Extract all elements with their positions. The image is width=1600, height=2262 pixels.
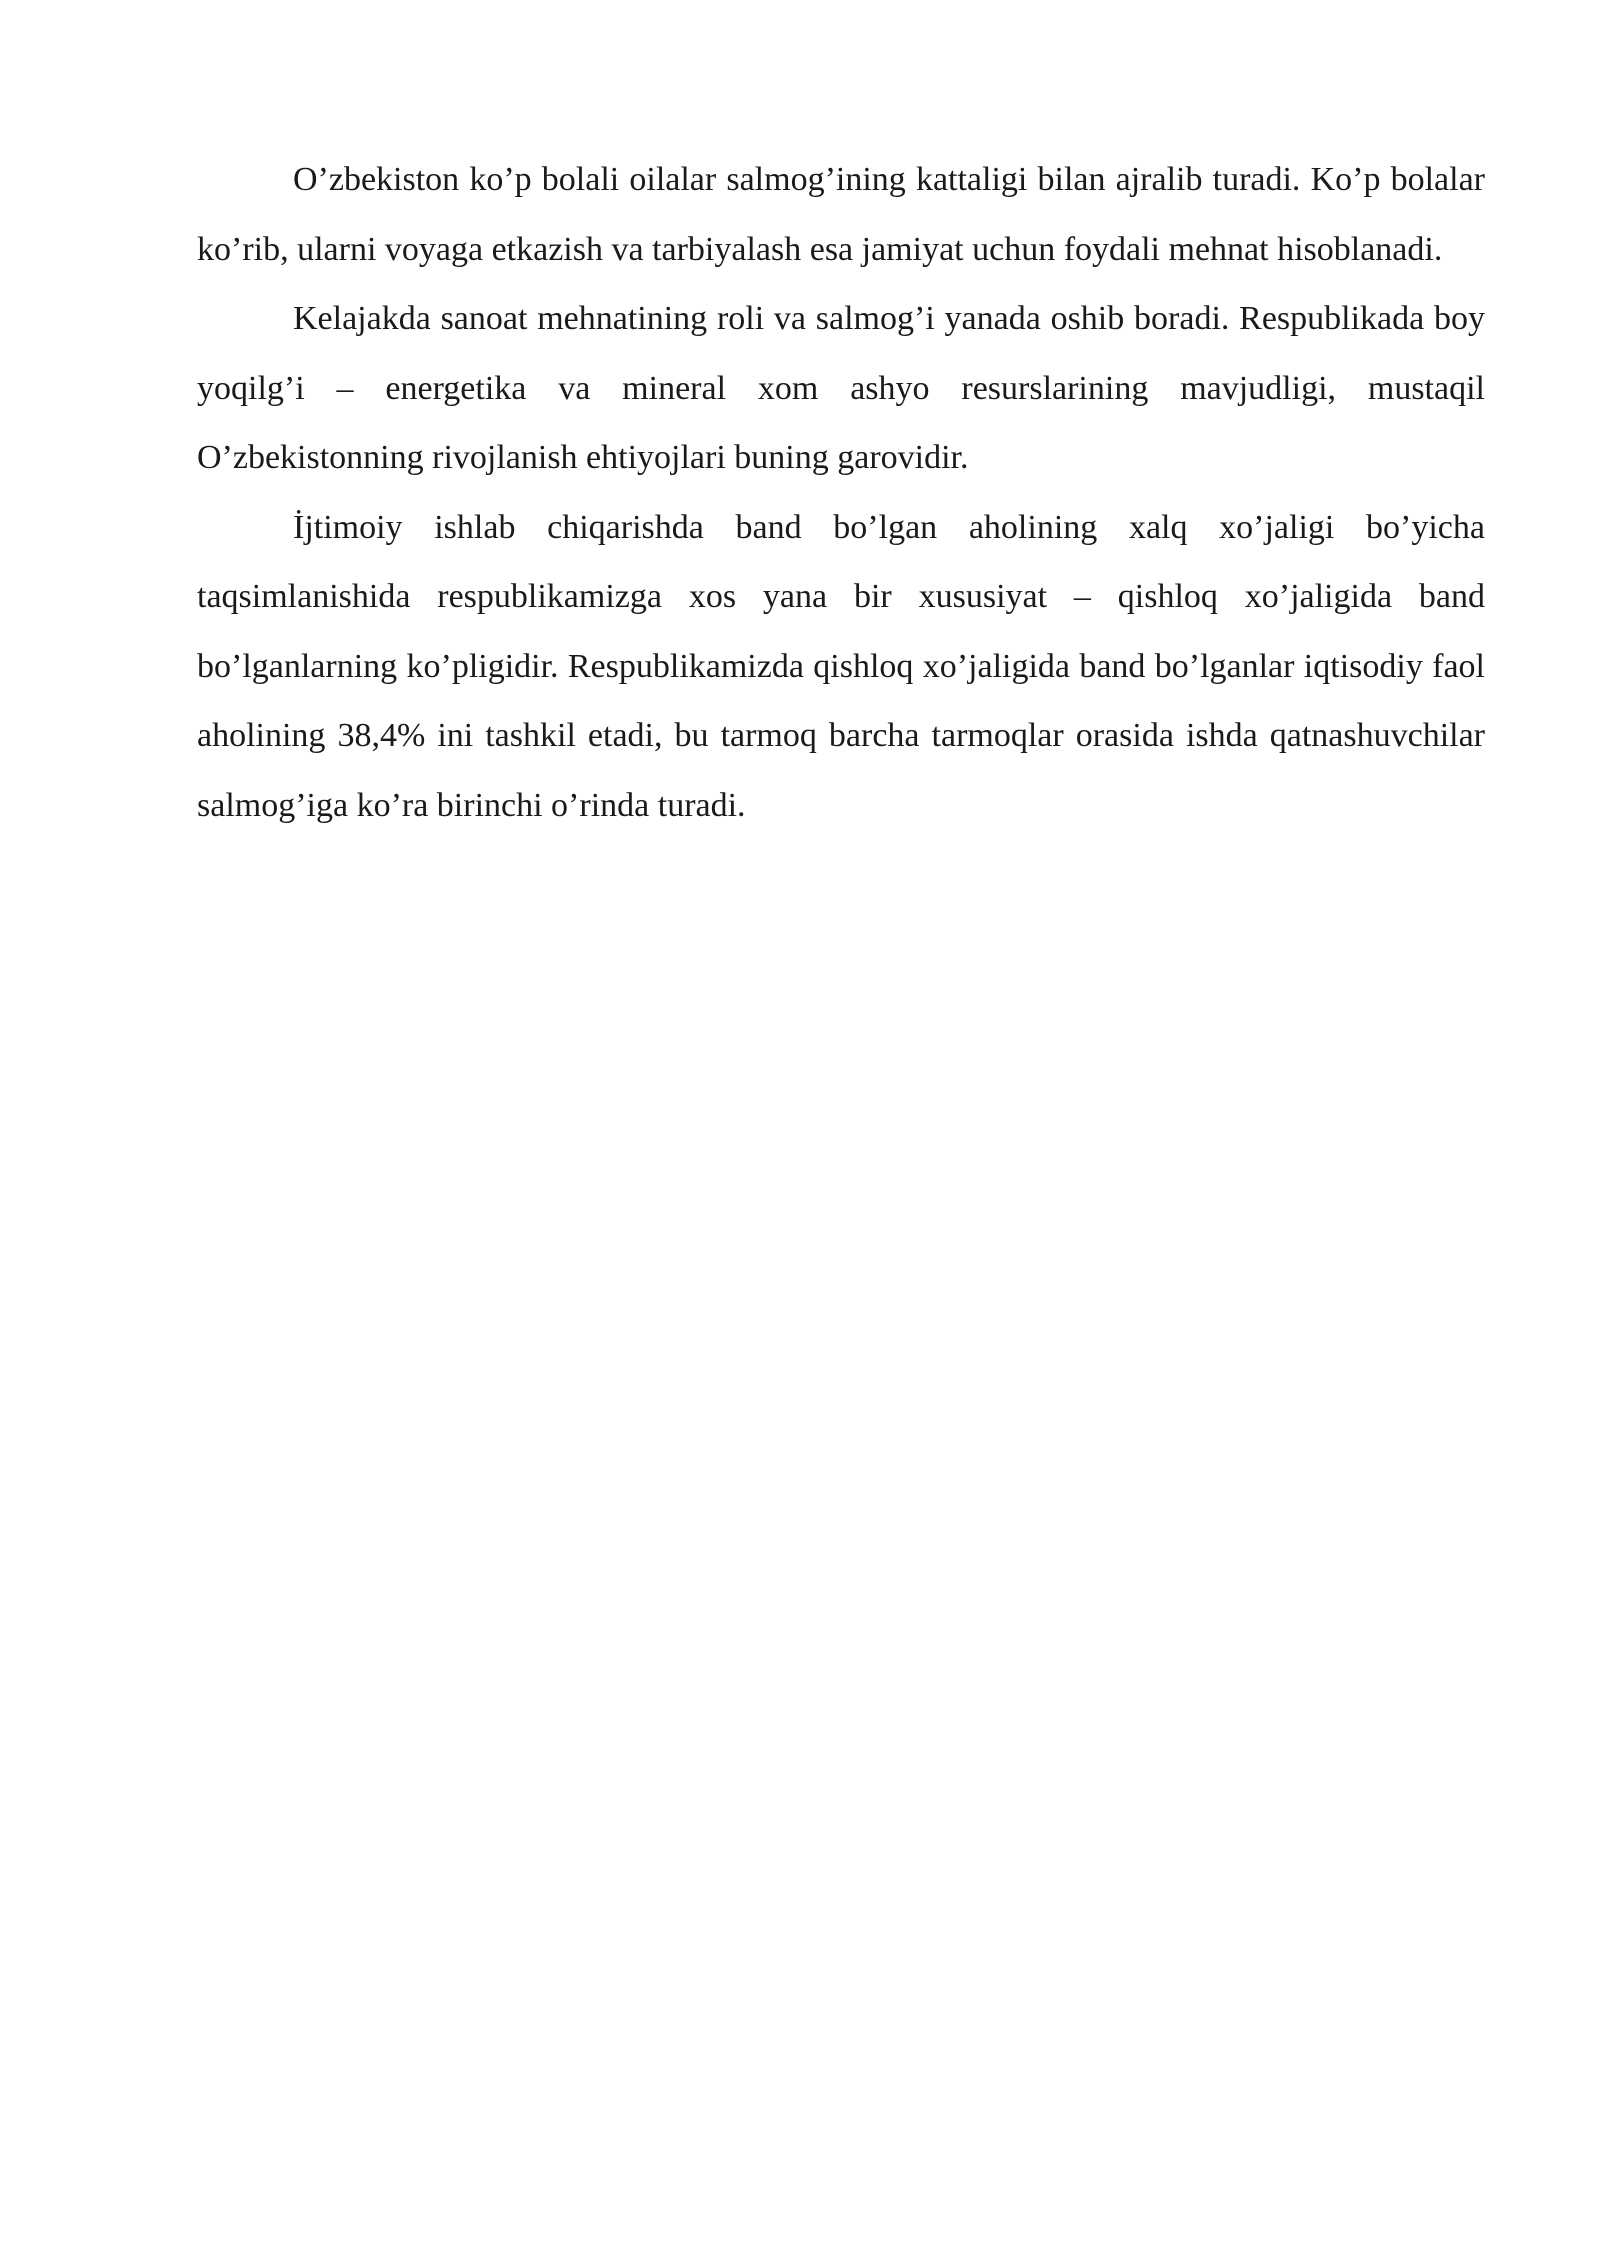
paragraph-1: O’zbekiston ko’p bolali oilalar salmog’ining kattaligi bilan ajralib turadi. Ko’p bolalar ko’rib, ularni voyaga etkazish va tarbiyalash esa jamiyat uchun foydali mehnat hisoblanadi. <box>197 161 1485 268</box>
paragraph-3: İjtimoiy ishlab chiqarishda band bo’lgan aholining xalq xo’jaligi bo’yicha taqsimlanishida respublikamizga xos yana bir xususiyat – qishloq xo’jaligida band bo’lganlarning ko’pligidir. Respublikamizda qishloq xo’jaligida band bo’lganlar iqtisodiy faol aholining 38,4% ini tashkil etadi, bu tarmoq barcha tarmoqlar orasida ishda qatnashuvchilar salmog’iga ko’ra birinchi o’rinda turadi. <box>197 508 1485 824</box>
paragraph-2: Kelajakda sanoat mehnatining roli va salmog’i yanada oshib boradi. Respublikada boy yoqilg’i – energetika va mineral xom ashyo resurslarining mavjudligi, mustaqil O’zbekistonning rivojlanish ehtiyojlari buning garovidir. <box>197 300 1485 476</box>
document-body <box>197 145 1485 840</box>
